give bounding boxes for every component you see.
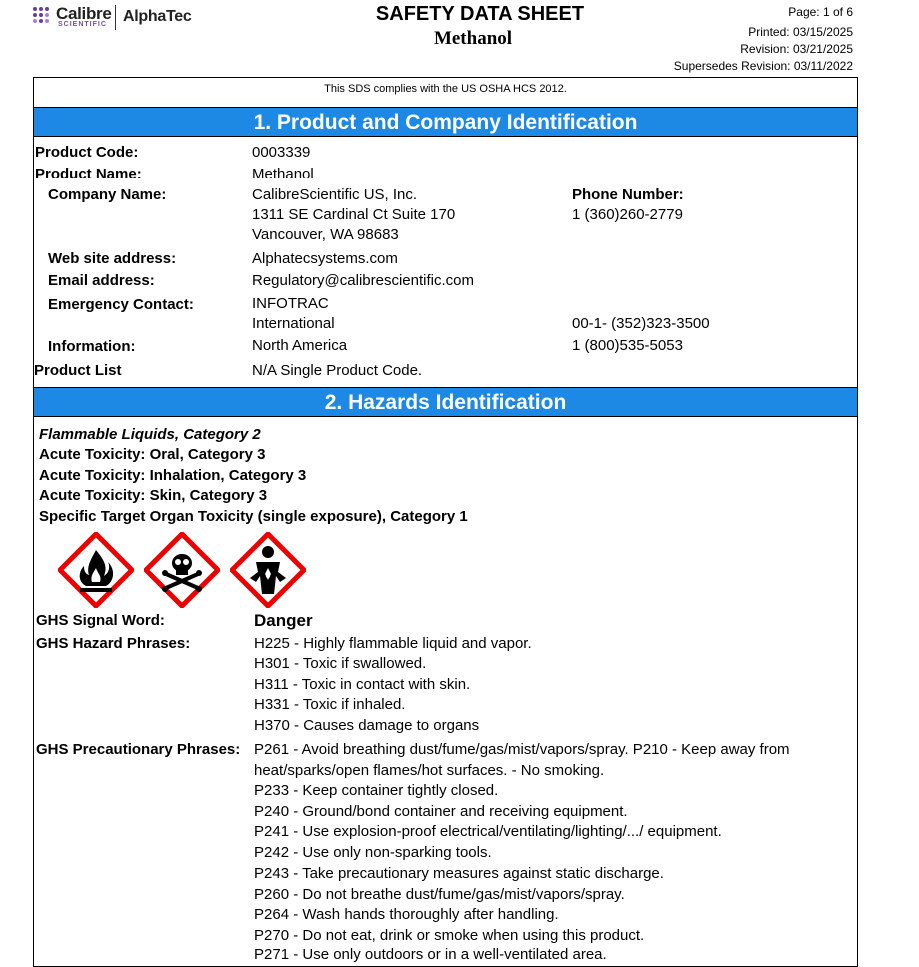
- hazard-phrases-label: GHS Hazard Phrases:: [36, 635, 191, 652]
- product-list-value: N/A Single Product Code.: [252, 362, 423, 379]
- information-phone: 1 (800)535-5053: [572, 337, 683, 354]
- product-name-label: Product Name:: [35, 166, 142, 178]
- emergency-contact-label: Emergency Contact:: [48, 296, 194, 313]
- skull-crossbones-icon: [144, 532, 220, 608]
- hazard-class-1: Flammable Liquids, Category 2: [39, 426, 261, 443]
- product-list-label: Product List: [34, 362, 122, 379]
- precaution-phrase: heat/sparks/open flames/hot surfaces. - No smoking.: [254, 762, 605, 779]
- emergency-contact-name: INFOTRAC: [252, 295, 329, 312]
- precaution-phrase: P241 - Use explosion-proof electrical/ventilating/lighting/.../ equipment.: [254, 823, 722, 840]
- logo-divider: [115, 5, 116, 30]
- precaution-phrase: P260 - Do not breathe dust/fume/gas/mist/vapors/spray.: [254, 886, 625, 903]
- product-name-row: [34, 164, 854, 178]
- hazard-phrase: H311 - Toxic in contact with skin.: [254, 676, 471, 693]
- precaution-phrase: P264 - Wash hands thoroughly after handling.: [254, 906, 559, 923]
- emergency-international-label: International: [252, 315, 335, 332]
- calibre-logo-dots-icon: [33, 7, 53, 27]
- email-value: Regulatory@calibrescientific.com: [252, 272, 474, 289]
- revision-date: Revision: 03/21/2025: [740, 42, 853, 56]
- hazard-class-5: Specific Target Organ Toxicity (single exposure), Category 1: [39, 508, 468, 525]
- precaution-phrase: P261 - Avoid breathing dust/fume/gas/mist/vapors/spray. P210 - Keep away from: [254, 741, 790, 758]
- precautionary-phrases-label: GHS Precautionary Phrases:: [36, 741, 241, 758]
- company-line-1: CalibreScientific US, Inc.: [252, 186, 418, 203]
- hazard-phrase: H225 - Highly flammable liquid and vapor.: [254, 635, 532, 652]
- supersedes-date: Supersedes Revision: 03/11/2022: [673, 59, 853, 73]
- section-1-heading: 1. Product and Company Identification: [34, 107, 857, 137]
- signal-word-value: Danger: [254, 611, 313, 630]
- logo-scientific: SCIENTIFIC: [58, 21, 107, 28]
- hazard-class-4: Acute Toxicity: Skin, Category 3: [39, 487, 268, 504]
- printed-date: Printed: 03/15/2025: [748, 25, 853, 39]
- precaution-phrase: P271 - Use only outdoors or in a well-ventilated area.: [254, 946, 607, 963]
- hazard-phrase: H331 - Toxic if inhaled.: [254, 696, 406, 713]
- product-name-value: Methanol: [252, 166, 314, 178]
- hazard-phrase: H370 - Causes damage to organs: [254, 717, 480, 734]
- health-hazard-icon: [230, 532, 306, 608]
- precaution-phrase: P243 - Take precautionary measures against static discharge.: [254, 865, 664, 882]
- logo-alphatec: AlphaTec: [123, 8, 192, 25]
- email-label: Email address:: [48, 272, 155, 289]
- precaution-phrase: P242 - Use only non-sparking tools.: [254, 844, 492, 861]
- precaution-phrase: P270 - Do not eat, drink or smoke when using this product.: [254, 927, 645, 944]
- company-name-label: Company Name:: [48, 186, 167, 203]
- company-line-2: 1311 SE Cardinal Ct Suite 170: [252, 206, 456, 223]
- web-site-label: Web site address:: [48, 250, 177, 267]
- web-site-value: Alphatecsystems.com: [252, 250, 398, 267]
- emergency-international-phone: 00-1- (352)323-3500: [572, 315, 710, 332]
- logo-calibre: Calibre: [56, 4, 112, 23]
- hazard-class-3: Acute Toxicity: Inhalation, Category 3: [39, 467, 307, 484]
- signal-word-label: GHS Signal Word:: [36, 612, 165, 629]
- precaution-phrase: P233 - Keep container tightly closed.: [254, 782, 499, 799]
- flame-icon: [58, 532, 134, 608]
- section-2-heading: 2. Hazards Identification: [34, 387, 857, 417]
- hazard-class-2: Acute Toxicity: Oral, Category 3: [39, 446, 266, 463]
- precaution-phrase: P240 - Ground/bond container and receiving equipment.: [254, 803, 628, 820]
- company-line-3: Vancouver, WA 98683: [252, 226, 399, 243]
- phone-number-label: Phone Number:: [572, 186, 684, 203]
- compliance-note: This SDS complies with the US OSHA HCS 2012.: [324, 83, 567, 95]
- hazard-phrase: H301 - Toxic if swallowed.: [254, 655, 427, 672]
- product-code-label: Product Code:: [35, 144, 139, 161]
- product-code-value: 0003339: [252, 144, 311, 161]
- phone-number-value: 1 (360)260-2779: [572, 206, 683, 223]
- information-region: North America: [252, 337, 348, 354]
- information-label: Information:: [48, 338, 136, 355]
- document-title: SAFETY DATA SHEET: [375, 3, 585, 25]
- page-number: Page: 1 of 6: [788, 5, 853, 19]
- document-product: Methanol: [433, 28, 513, 49]
